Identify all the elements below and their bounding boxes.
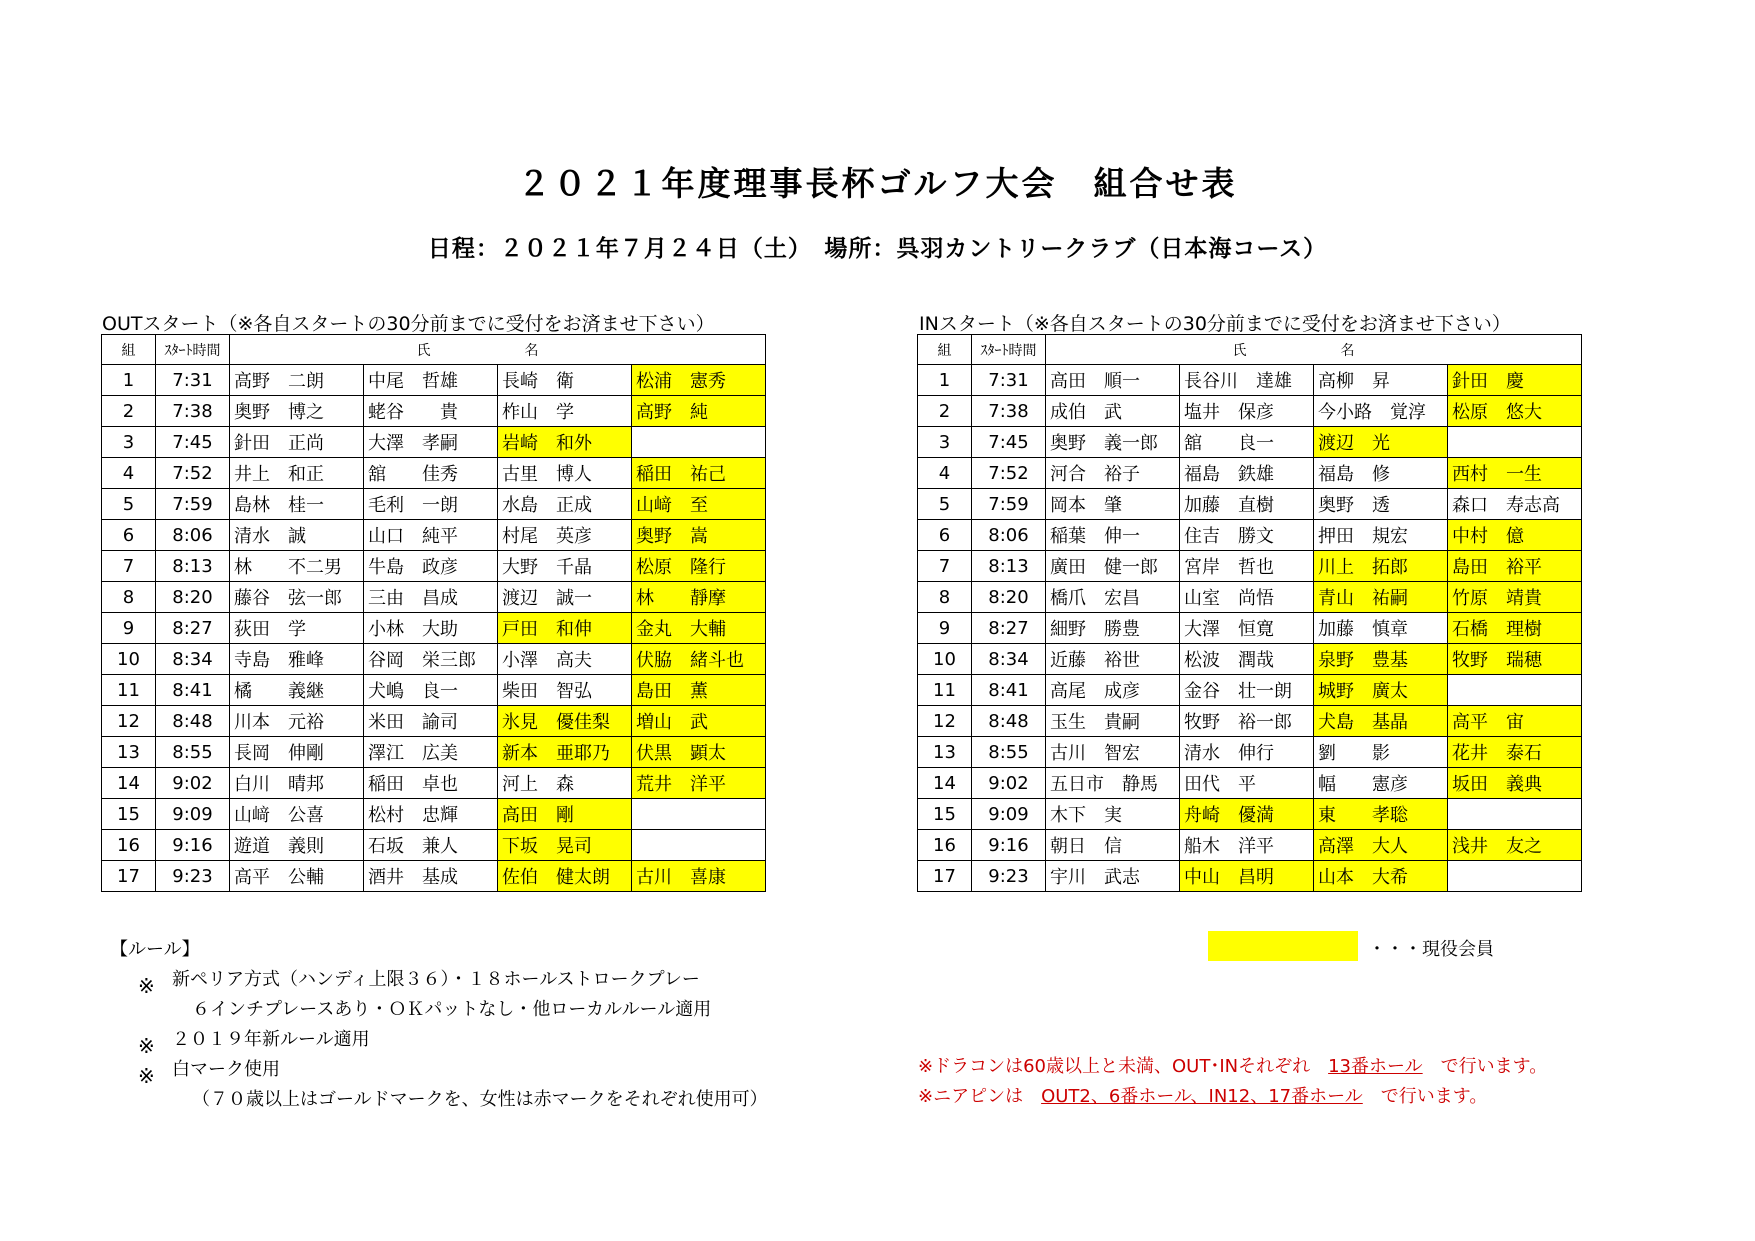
in-start-table xyxy=(917,334,1582,892)
start-time: 8:41 xyxy=(972,675,1046,706)
table-row xyxy=(102,768,766,799)
start-time: 9:23 xyxy=(156,861,230,892)
player-name: 柞山 学 xyxy=(498,396,632,427)
start-time: 8:34 xyxy=(156,644,230,675)
player-name: 古川 喜康 xyxy=(632,861,766,892)
player-name: 柴田 智弘 xyxy=(498,675,632,706)
player-name: 新本 亜耶乃 xyxy=(498,737,632,768)
table-row xyxy=(102,520,766,551)
group-number: 12 xyxy=(102,706,156,737)
start-time: 8:06 xyxy=(156,520,230,551)
table-row xyxy=(102,365,766,396)
player-name: 押田 規宏 xyxy=(1314,520,1448,551)
group-number: 10 xyxy=(918,644,972,675)
player-name: 松波 潤哉 xyxy=(1180,644,1314,675)
start-time: 8:55 xyxy=(972,737,1046,768)
player-name: 高尾 成彦 xyxy=(1046,675,1180,706)
player-name xyxy=(1448,799,1582,830)
table-row xyxy=(918,830,1582,861)
player-name: 青山 祐嗣 xyxy=(1314,582,1448,613)
group-number: 1 xyxy=(918,365,972,396)
table-row xyxy=(102,737,766,768)
player-name: 奥野 博之 xyxy=(230,396,364,427)
table-row xyxy=(102,427,766,458)
table-header-row xyxy=(918,335,1582,365)
note-text: ※ドラコンは60歳以上と未満、OUT･INそれぞれ xyxy=(918,1056,1329,1077)
table-header-row xyxy=(102,335,766,365)
player-name: 谷岡 栄三郎 xyxy=(364,644,498,675)
in-caption: INスタート（※各自スタートの30分前までに受付をお済ませ下さい） xyxy=(919,313,1511,335)
start-time: 8:48 xyxy=(972,706,1046,737)
out-caption: OUTスタート（※各自スタートの30分前までに受付をお済ませ下さい） xyxy=(102,313,715,335)
header-start-time: ｽﾀｰﾄ時間 xyxy=(972,335,1046,365)
player-name: 牧野 瑞穂 xyxy=(1448,644,1582,675)
note-text-end: で行います。 xyxy=(1422,1056,1548,1077)
player-name: 船木 洋平 xyxy=(1180,830,1314,861)
header-names: 氏 名 xyxy=(1046,335,1582,365)
player-name: 宇川 武志 xyxy=(1046,861,1180,892)
group-number: 4 xyxy=(918,458,972,489)
group-number: 12 xyxy=(918,706,972,737)
table-row xyxy=(918,737,1582,768)
player-name xyxy=(632,427,766,458)
start-time: 7:59 xyxy=(156,489,230,520)
start-time: 9:02 xyxy=(972,768,1046,799)
player-name: 小澤 高夫 xyxy=(498,644,632,675)
group-number: 13 xyxy=(102,737,156,768)
player-name: 山室 尚悟 xyxy=(1180,582,1314,613)
out-start-table xyxy=(101,334,766,892)
player-name: 山﨑 公喜 xyxy=(230,799,364,830)
player-name: 針田 慶 xyxy=(1448,365,1582,396)
player-name: 西村 一生 xyxy=(1448,458,1582,489)
player-name: 奥野 義一郎 xyxy=(1046,427,1180,458)
player-name: 河合 裕子 xyxy=(1046,458,1180,489)
group-number: 7 xyxy=(918,551,972,582)
table-row xyxy=(102,644,766,675)
player-name: 高田 順一 xyxy=(1046,365,1180,396)
player-name: 稲葉 伸一 xyxy=(1046,520,1180,551)
player-name xyxy=(1448,675,1582,706)
header-names: 氏 名 xyxy=(230,335,766,365)
table-row xyxy=(918,861,1582,892)
player-name: 戸田 和伸 xyxy=(498,613,632,644)
group-number: 10 xyxy=(102,644,156,675)
group-number: 14 xyxy=(102,768,156,799)
player-name: 大澤 孝嗣 xyxy=(364,427,498,458)
reference-mark: ※ xyxy=(138,1064,155,1088)
start-time: 7:38 xyxy=(156,396,230,427)
player-name: 荒井 洋平 xyxy=(632,768,766,799)
start-time: 9:09 xyxy=(156,799,230,830)
group-number: 8 xyxy=(918,582,972,613)
player-name: 高野 二朗 xyxy=(230,365,364,396)
player-name: 長岡 伸剛 xyxy=(230,737,364,768)
start-time: 8:48 xyxy=(156,706,230,737)
table-row xyxy=(918,458,1582,489)
player-name: 古里 博人 xyxy=(498,458,632,489)
player-name: 清水 誠 xyxy=(230,520,364,551)
player-name: 林 靜摩 xyxy=(632,582,766,613)
player-name: 遊道 義則 xyxy=(230,830,364,861)
start-time: 8:20 xyxy=(972,582,1046,613)
start-time: 8:20 xyxy=(156,582,230,613)
group-number: 5 xyxy=(102,489,156,520)
rule-line xyxy=(110,995,768,1025)
group-number: 6 xyxy=(102,520,156,551)
table-row xyxy=(918,520,1582,551)
start-time: 9:02 xyxy=(156,768,230,799)
player-name: 高平 公輔 xyxy=(230,861,364,892)
player-name: 松村 忠輝 xyxy=(364,799,498,830)
player-name: 氷見 優佳梨 xyxy=(498,706,632,737)
group-number: 16 xyxy=(102,830,156,861)
note-text: ※ニアピンは xyxy=(918,1086,1042,1107)
player-name: 竹原 靖貴 xyxy=(1448,582,1582,613)
player-name: 舘 良一 xyxy=(1180,427,1314,458)
start-time: 7:52 xyxy=(156,458,230,489)
player-name: 高野 純 xyxy=(632,396,766,427)
table-row xyxy=(102,830,766,861)
player-name: 城野 廣太 xyxy=(1314,675,1448,706)
player-name xyxy=(1448,427,1582,458)
player-name: 劉 影 xyxy=(1314,737,1448,768)
page-title: ２０２１年度理事長杯ゴルフ大会 組合せ表 xyxy=(517,164,1238,203)
player-name: 泉野 豊基 xyxy=(1314,644,1448,675)
player-name: 松原 悠大 xyxy=(1448,396,1582,427)
player-name: 五日市 静馬 xyxy=(1046,768,1180,799)
start-time: 7:31 xyxy=(156,365,230,396)
player-name: 幅 憲彦 xyxy=(1314,768,1448,799)
player-name: 島田 裕平 xyxy=(1448,551,1582,582)
rules-section xyxy=(110,935,768,1115)
start-time: 7:52 xyxy=(972,458,1046,489)
player-name: 島田 薫 xyxy=(632,675,766,706)
player-name: 塩井 保彦 xyxy=(1180,396,1314,427)
player-name: 奥野 透 xyxy=(1314,489,1448,520)
player-name: 伏脇 緒斗也 xyxy=(632,644,766,675)
player-name: 澤江 広美 xyxy=(364,737,498,768)
table-row xyxy=(102,613,766,644)
event-info: 日程：２０２１年７月２４日（土） 場所：呉羽カントリークラブ（日本海コース） xyxy=(427,236,1328,262)
player-name: 清水 伸行 xyxy=(1180,737,1314,768)
player-name: 花井 泰石 xyxy=(1448,737,1582,768)
player-name: 中山 昌明 xyxy=(1180,861,1314,892)
start-time: 8:41 xyxy=(156,675,230,706)
group-number: 3 xyxy=(918,427,972,458)
player-name: 犬嶋 良一 xyxy=(364,675,498,706)
player-name: 山﨑 至 xyxy=(632,489,766,520)
player-name: 浅井 友之 xyxy=(1448,830,1582,861)
player-name: 細野 勝豊 xyxy=(1046,613,1180,644)
note-hole: 13番ホール xyxy=(1328,1056,1423,1077)
player-name: 渡辺 光 xyxy=(1314,427,1448,458)
player-name: 近藤 裕世 xyxy=(1046,644,1180,675)
start-time: 9:16 xyxy=(972,830,1046,861)
player-name: 橋爪 宏昌 xyxy=(1046,582,1180,613)
player-name: 高田 剛 xyxy=(498,799,632,830)
table-row xyxy=(918,396,1582,427)
table-row xyxy=(918,551,1582,582)
rule-text: 白マーク使用 xyxy=(172,1059,280,1080)
group-number: 7 xyxy=(102,551,156,582)
header-group: 組 xyxy=(102,335,156,365)
player-name xyxy=(1448,861,1582,892)
group-number: 15 xyxy=(102,799,156,830)
player-name: 島林 桂一 xyxy=(230,489,364,520)
player-name: 荻田 学 xyxy=(230,613,364,644)
player-name: 福島 鉄雄 xyxy=(1180,458,1314,489)
player-name: 下坂 晃司 xyxy=(498,830,632,861)
group-number: 9 xyxy=(918,613,972,644)
player-name: 金谷 壮一朗 xyxy=(1180,675,1314,706)
group-number: 11 xyxy=(102,675,156,706)
group-number: 14 xyxy=(918,768,972,799)
player-name: 稲田 卓也 xyxy=(364,768,498,799)
start-time: 7:59 xyxy=(972,489,1046,520)
group-number: 16 xyxy=(918,830,972,861)
player-name: 寺島 雅峰 xyxy=(230,644,364,675)
start-time: 9:16 xyxy=(156,830,230,861)
player-name: 井上 和正 xyxy=(230,458,364,489)
legend-swatch xyxy=(1208,931,1358,961)
start-time: 8:13 xyxy=(972,551,1046,582)
table-row xyxy=(102,396,766,427)
player-name: 川本 元裕 xyxy=(230,706,364,737)
player-name: 高柳 昇 xyxy=(1314,365,1448,396)
player-name: 松原 隆行 xyxy=(632,551,766,582)
player-name: 中尾 哲雄 xyxy=(364,365,498,396)
start-time: 8:27 xyxy=(156,613,230,644)
group-number: 4 xyxy=(102,458,156,489)
player-name: 三由 昌成 xyxy=(364,582,498,613)
player-name: 小林 大助 xyxy=(364,613,498,644)
player-name: 川上 拓郎 xyxy=(1314,551,1448,582)
group-number: 8 xyxy=(102,582,156,613)
player-name: 今小路 覚淳 xyxy=(1314,396,1448,427)
rules-list xyxy=(110,965,768,1115)
player-name: 米田 諭司 xyxy=(364,706,498,737)
player-name: 長谷川 達雄 xyxy=(1180,365,1314,396)
player-name: 長崎 衛 xyxy=(498,365,632,396)
player-name: 水島 正成 xyxy=(498,489,632,520)
rule-text: （７０歳以上はゴールドマークを、女性は赤マークをそれぞれ使用可） xyxy=(192,1089,768,1110)
player-name: 加藤 慎章 xyxy=(1314,613,1448,644)
player-name: 山本 大希 xyxy=(1314,861,1448,892)
note-line xyxy=(918,1082,1547,1112)
player-name: 中村 億 xyxy=(1448,520,1582,551)
player-name: 蛯谷 貴 xyxy=(364,396,498,427)
rule-text: ２０１９年新ルール適用 xyxy=(172,1029,370,1050)
player-name: 増山 武 xyxy=(632,706,766,737)
contest-notes xyxy=(918,1052,1547,1112)
group-number: 2 xyxy=(918,396,972,427)
player-name: 高澤 大人 xyxy=(1314,830,1448,861)
table-row xyxy=(918,644,1582,675)
rules-heading: 【ルール】 xyxy=(110,939,200,960)
table-row xyxy=(102,582,766,613)
group-number: 17 xyxy=(918,861,972,892)
player-name: 玉生 貴嗣 xyxy=(1046,706,1180,737)
player-name: 牛島 政彦 xyxy=(364,551,498,582)
table-row xyxy=(918,799,1582,830)
start-time: 8:27 xyxy=(972,613,1046,644)
player-name: 岩崎 和外 xyxy=(498,427,632,458)
legend-label: ・・・現役会員 xyxy=(1368,939,1494,960)
player-name: 白川 晴邦 xyxy=(230,768,364,799)
reference-mark: ※ xyxy=(138,1034,155,1058)
player-name: 佐伯 健太朗 xyxy=(498,861,632,892)
player-name: 東 孝聡 xyxy=(1314,799,1448,830)
table-row xyxy=(102,551,766,582)
table-row xyxy=(918,613,1582,644)
note-hole: OUT2、6番ホール、IN12、17番ホール xyxy=(1041,1086,1363,1107)
group-number: 15 xyxy=(918,799,972,830)
group-number: 11 xyxy=(918,675,972,706)
player-name: 山口 純平 xyxy=(364,520,498,551)
player-name: 古川 智宏 xyxy=(1046,737,1180,768)
player-name: 森口 寿志高 xyxy=(1448,489,1582,520)
table-row xyxy=(102,675,766,706)
table-row xyxy=(918,706,1582,737)
group-number: 17 xyxy=(102,861,156,892)
start-time: 9:23 xyxy=(972,861,1046,892)
group-number: 9 xyxy=(102,613,156,644)
player-name: 伏黒 顕太 xyxy=(632,737,766,768)
player-name: 犬島 基晶 xyxy=(1314,706,1448,737)
rule-line xyxy=(110,1085,768,1115)
table-row xyxy=(102,458,766,489)
table-row xyxy=(918,365,1582,396)
player-name: 酒井 基成 xyxy=(364,861,498,892)
start-time: 8:34 xyxy=(972,644,1046,675)
group-number: 5 xyxy=(918,489,972,520)
rule-text: 新ペリア方式（ハンディ上限３６）・１８ホールストロークプレー xyxy=(172,969,700,990)
rule-line xyxy=(110,965,768,998)
start-time: 7:45 xyxy=(972,427,1046,458)
player-name: 石橋 理樹 xyxy=(1448,613,1582,644)
start-time: 7:38 xyxy=(972,396,1046,427)
start-time: 7:31 xyxy=(972,365,1046,396)
player-name: 林 不二男 xyxy=(230,551,364,582)
table-row xyxy=(918,675,1582,706)
player-name: 加藤 直樹 xyxy=(1180,489,1314,520)
player-name: 舟崎 優満 xyxy=(1180,799,1314,830)
table-row xyxy=(918,427,1582,458)
note-text-end: で行います。 xyxy=(1362,1086,1488,1107)
table-row xyxy=(918,489,1582,520)
reference-mark: ※ xyxy=(138,974,155,998)
table-row xyxy=(102,799,766,830)
player-name: 針田 正尚 xyxy=(230,427,364,458)
player-name: 大野 千晶 xyxy=(498,551,632,582)
player-name: 奥野 嵩 xyxy=(632,520,766,551)
player-name: 渡辺 誠一 xyxy=(498,582,632,613)
player-name: 宮岸 哲也 xyxy=(1180,551,1314,582)
player-name xyxy=(632,830,766,861)
player-name: 朝日 信 xyxy=(1046,830,1180,861)
group-number: 2 xyxy=(102,396,156,427)
player-name: 大澤 恒寛 xyxy=(1180,613,1314,644)
player-name: 稲田 祐己 xyxy=(632,458,766,489)
group-number: 3 xyxy=(102,427,156,458)
table-row xyxy=(102,861,766,892)
player-name: 坂田 義典 xyxy=(1448,768,1582,799)
header-start-time: ｽﾀｰﾄ時間 xyxy=(156,335,230,365)
note-line xyxy=(918,1052,1547,1082)
player-name: 岡本 肇 xyxy=(1046,489,1180,520)
rule-line xyxy=(110,1055,768,1088)
player-name: 金丸 大輔 xyxy=(632,613,766,644)
rule-text: ６インチプレースあり・ＯＫパットなし・他ローカルルール適用 xyxy=(192,999,712,1020)
group-number: 1 xyxy=(102,365,156,396)
start-time: 8:55 xyxy=(156,737,230,768)
table-row xyxy=(102,706,766,737)
player-name: 牧野 裕一郎 xyxy=(1180,706,1314,737)
start-time: 8:06 xyxy=(972,520,1046,551)
player-name: 住吉 勝文 xyxy=(1180,520,1314,551)
table-row xyxy=(918,768,1582,799)
player-name: 毛利 一朗 xyxy=(364,489,498,520)
group-number: 13 xyxy=(918,737,972,768)
player-name: 舘 佳秀 xyxy=(364,458,498,489)
player-name: 村尾 英彦 xyxy=(498,520,632,551)
player-name: 廣田 健一郎 xyxy=(1046,551,1180,582)
player-name: 河上 森 xyxy=(498,768,632,799)
header-group: 組 xyxy=(918,335,972,365)
player-name xyxy=(632,799,766,830)
player-name: 田代 平 xyxy=(1180,768,1314,799)
player-name: 藤谷 弦一郎 xyxy=(230,582,364,613)
player-name: 橘 義継 xyxy=(230,675,364,706)
player-name: 松浦 憲秀 xyxy=(632,365,766,396)
group-number: 6 xyxy=(918,520,972,551)
player-name: 石坂 兼人 xyxy=(364,830,498,861)
table-row xyxy=(918,582,1582,613)
player-name: 成伯 武 xyxy=(1046,396,1180,427)
start-time: 7:45 xyxy=(156,427,230,458)
start-time: 8:13 xyxy=(156,551,230,582)
player-name: 福島 修 xyxy=(1314,458,1448,489)
player-name: 高平 宙 xyxy=(1448,706,1582,737)
table-row xyxy=(102,489,766,520)
start-time: 9:09 xyxy=(972,799,1046,830)
player-name: 木下 実 xyxy=(1046,799,1180,830)
rule-line xyxy=(110,1025,768,1058)
